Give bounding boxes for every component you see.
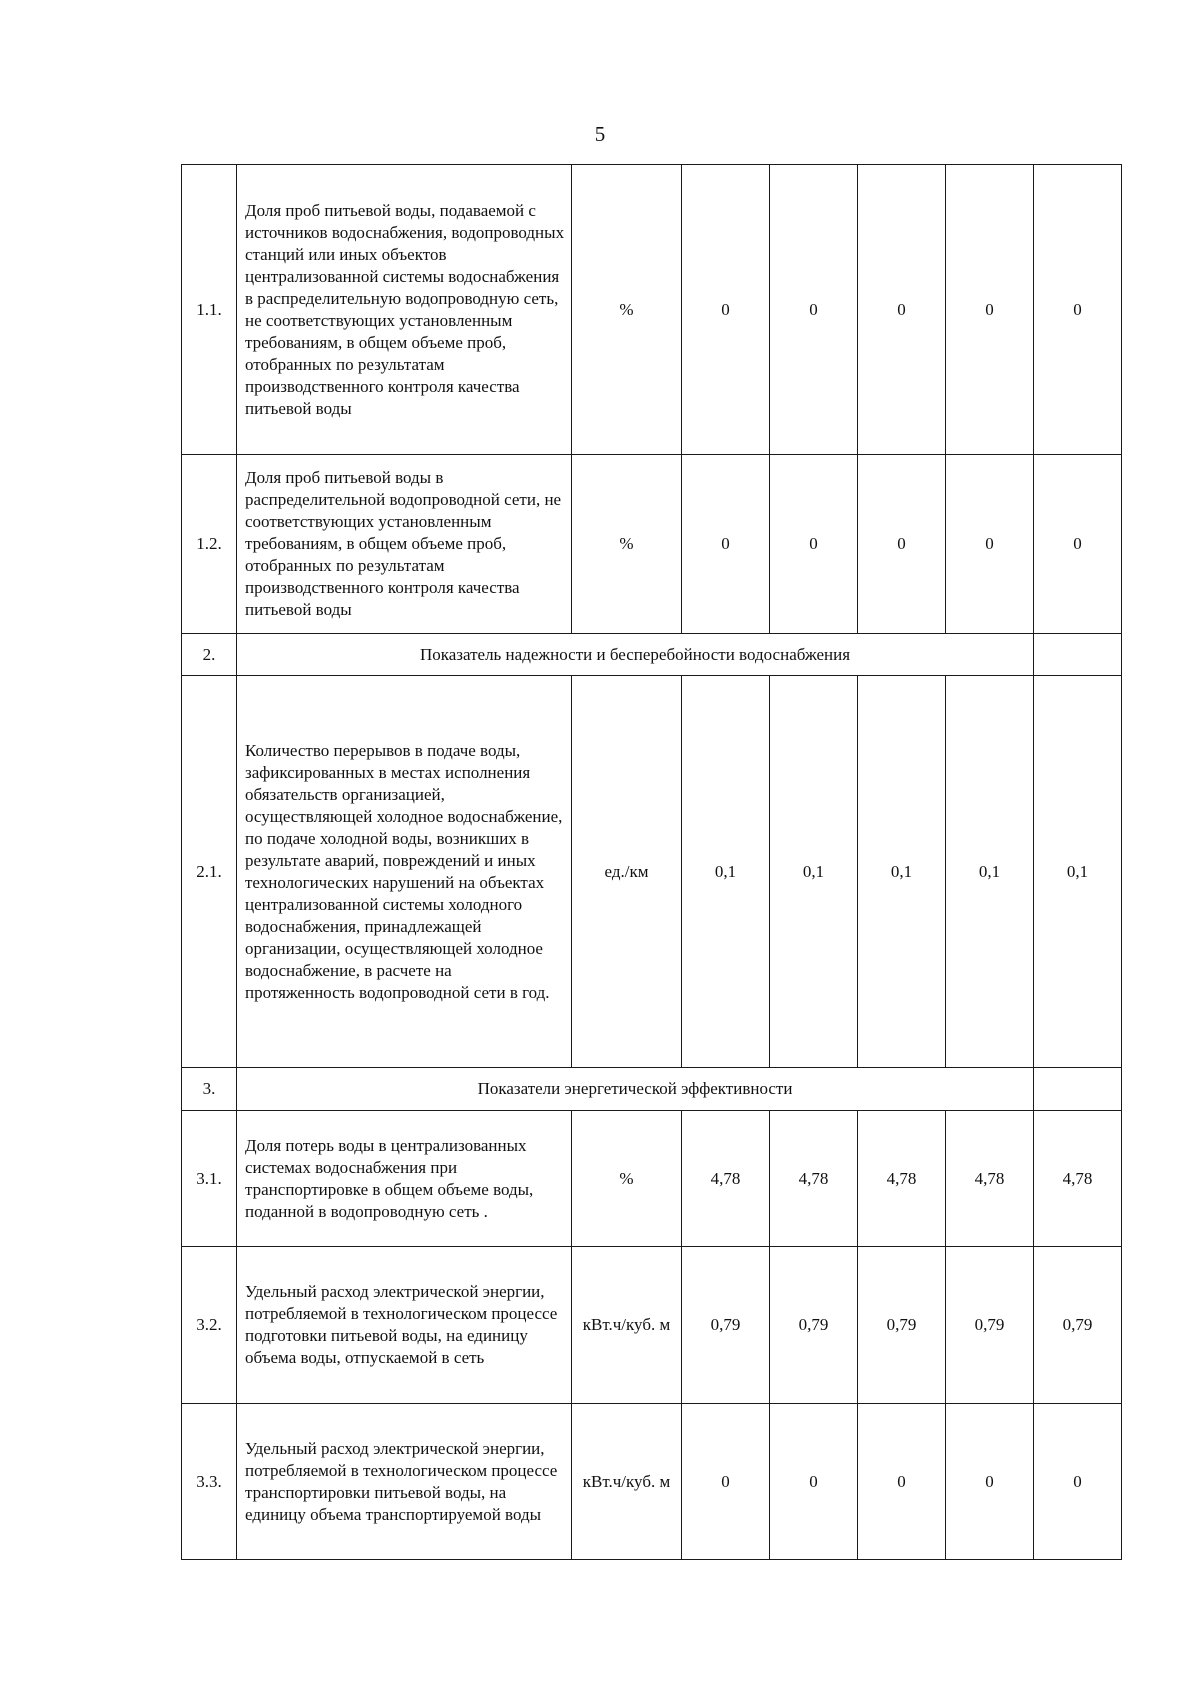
indicator-value: 0,1 (770, 676, 858, 1068)
indicator-value: 0,79 (682, 1247, 770, 1404)
table-row (182, 1247, 1122, 1404)
indicator-value: 0 (858, 165, 946, 455)
indicator-unit: % (572, 165, 682, 455)
table-row (182, 455, 1122, 634)
row-number: 3.2. (182, 1247, 237, 1404)
indicator-value: 4,78 (682, 1111, 770, 1247)
section-row (182, 634, 1122, 676)
indicator-value: 0 (1034, 455, 1122, 634)
indicator-value: 0,1 (682, 676, 770, 1068)
page-number: 5 (594, 122, 606, 146)
indicator-value: 4,78 (770, 1111, 858, 1247)
table-row (182, 165, 1122, 455)
indicator-value: 0,79 (1034, 1247, 1122, 1404)
indicators-table (181, 164, 1122, 1560)
section-number: 3. (182, 1068, 237, 1111)
indicator-description: Количество перерывов в подаче воды, зафиксированных в местах исполнения обязательств организацией, осуществляющей холодное водоснабжение, по подаче холодной воды, возникших в результате аварий, повреждений и иных технологических нарушений на объектах централизованной системы холодного водоснабжения, принадлежащей организации, осуществляющей холодное водоснабжение, в расчете на протяженность водопроводной сети в год. (237, 676, 572, 1068)
indicator-value: 0 (946, 165, 1034, 455)
indicator-value: 0 (770, 455, 858, 634)
indicator-unit: ед./км (572, 676, 682, 1068)
indicator-unit: кВт.ч/куб. м (572, 1247, 682, 1404)
row-number: 3.1. (182, 1111, 237, 1247)
indicator-value: 0 (858, 455, 946, 634)
empty-cell (1034, 634, 1122, 676)
row-number: 1.2. (182, 455, 237, 634)
section-title: Показатель надежности и бесперебойности водоснабжения (237, 634, 1034, 676)
indicator-value: 0 (946, 1404, 1034, 1560)
row-number: 2.1. (182, 676, 237, 1068)
indicator-value: 0,79 (858, 1247, 946, 1404)
indicator-unit: % (572, 1111, 682, 1247)
row-number: 3.3. (182, 1404, 237, 1560)
indicator-unit: % (572, 455, 682, 634)
indicator-description: Удельный расход электрической энергии, потребляемой в технологическом процессе подготовки питьевой воды, на единицу объема воды, отпускаемой в сеть (237, 1247, 572, 1404)
indicator-description: Удельный расход электрической энергии, потребляемой в технологическом процессе транспортировки питьевой воды, на единицу объема транспортируемой воды (237, 1404, 572, 1560)
indicator-value: 0 (682, 455, 770, 634)
indicator-value: 0 (1034, 165, 1122, 455)
indicator-value: 0,1 (946, 676, 1034, 1068)
indicator-value: 0 (682, 165, 770, 455)
indicator-value: 0 (1034, 1404, 1122, 1560)
indicator-value: 0 (682, 1404, 770, 1560)
indicator-value: 0,79 (770, 1247, 858, 1404)
section-title: Показатели энергетической эффективности (237, 1068, 1034, 1111)
indicator-value: 4,78 (946, 1111, 1034, 1247)
indicator-value: 4,78 (858, 1111, 946, 1247)
indicator-value: 0 (770, 1404, 858, 1560)
table-row (182, 1111, 1122, 1247)
indicator-value: 0 (770, 165, 858, 455)
row-number: 1.1. (182, 165, 237, 455)
indicator-description: Доля потерь воды в централизованных системах водоснабжения при транспортировке в общем объеме воды, поданной в водопроводную сеть . (237, 1111, 572, 1247)
indicator-description: Доля проб питьевой воды, подаваемой с источников водоснабжения, водопроводных станций или иных объектов централизованной системы водоснабжения в распределительную водопроводную сеть, не соответствующих установленным требованиям, в общем объеме проб, отобранных по результатам производственного контроля качества питьевой воды (237, 165, 572, 455)
indicator-value: 4,78 (1034, 1111, 1122, 1247)
indicator-value: 0 (946, 455, 1034, 634)
table-row (182, 676, 1122, 1068)
empty-cell (1034, 1068, 1122, 1111)
indicator-value: 0,1 (858, 676, 946, 1068)
indicator-value: 0 (858, 1404, 946, 1560)
section-number: 2. (182, 634, 237, 676)
indicator-value: 0,79 (946, 1247, 1034, 1404)
indicator-description: Доля проб питьевой воды в распределительной водопроводной сети, не соответствующих установленным требованиям, в общем объеме проб, отобранных по результатам производственного контроля качества питьевой воды (237, 455, 572, 634)
indicator-value: 0,1 (1034, 676, 1122, 1068)
indicator-unit: кВт.ч/куб. м (572, 1404, 682, 1560)
table-row (182, 1404, 1122, 1560)
section-row (182, 1068, 1122, 1111)
